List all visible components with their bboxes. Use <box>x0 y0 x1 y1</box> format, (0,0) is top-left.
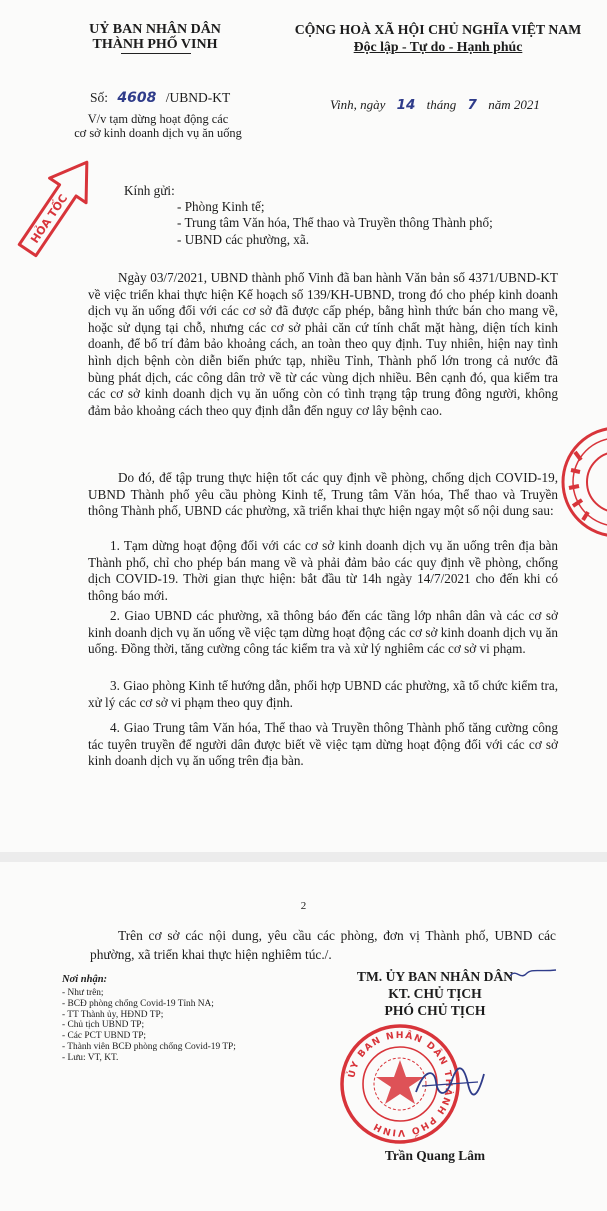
document-number-handwritten: 4608 <box>117 90 157 106</box>
directive-item-4: 4. Giao Trung tâm Văn hóa, Thể thao và Truyền thông Thành phố tăng cường công tác tuyên truyền để người dân được biết về việc tạm dừng hoạt động đối với các cơ sở kinh doanh dịch vụ ăn uống trên địa bàn. <box>88 720 558 769</box>
recipients-list-item: - Như trên; <box>62 988 104 998</box>
document-number-prefix: Số: <box>90 90 109 105</box>
recipients-list-item: - Lưu: VT, KT. <box>62 1052 119 1063</box>
issue-date-month-label: tháng <box>426 97 457 112</box>
recipient-greeting: Kính gửi: <box>124 183 175 198</box>
document-number <box>90 90 230 106</box>
issue-date-day: 14 <box>396 97 416 113</box>
signer-name: Trần Quang Lâm <box>384 1148 486 1163</box>
paragraph-background: Ngày 03/7/2021, UBND thành phố Vinh đã ban hành Văn bản số 4371/UBND-KT về việc triển khai thực hiện Kế hoạch số 139/KH-UBND, trong đó cho phép kinh doanh dịch vụ ăn uống đối với các cơ sở đã được cấp phép, bằng hình thức bán cho mang về, hoặc sử dụng tại chỗ, nhưng các cơ sở phải căn cứ tính chất mặt hàng, diện tích kinh doanh, để bố trí đảm bảo khoảng cách, an toàn theo quy định. Tuy nhiên, hiện nay tình hình dịch bệnh còn diễn biến phức tạp, nhiều Tỉnh, Thành phố lớn trong cả nước đã bùng phát dịch, các công dân trở về từ các vùng dịch nhiều. Bên cạnh đó, qua kiểm tra các cơ sở kinh doanh dịch vụ ăn uống còn có tình trạng tập trung đông người, không đảm bảo khoảng cách theo quy định dẫn đến nguy cơ lây bệnh cao. <box>88 270 558 418</box>
signature-line-2: KT. CHỦ TỊCH <box>388 986 482 1001</box>
header-divider-left <box>121 53 191 54</box>
recipients-list-item: - TT Thành ủy, HĐND TP; <box>62 1009 164 1020</box>
page-number: 2 <box>300 900 307 912</box>
directive-item-1: 1. Tạm dừng hoạt động đối với các cơ sở kinh doanh dịch vụ ăn uống trên địa bàn Thành phố, chỉ cho phép bán mang về và phải đảm bảo các quy định về phòng, chống dịch COVID-19. Thời gian thực hiện: bắt đầu từ 14h ngày 14/7/2021 cho đến khi có thông báo mới. <box>88 538 558 603</box>
recipients-list-item: - Thành viên BCĐ phòng chống Covid-19 TP; <box>62 1041 236 1052</box>
closing-paragraph: Trên cơ sở các nội dung, yêu cầu các phòng, đơn vị Thành phố, UBND các phường, xã triển khai thực hiện nghiêm túc./. <box>90 928 556 962</box>
issuing-authority-line2: THÀNH PHỐ VINH <box>92 37 218 52</box>
issuing-authority-line1: UỶ BAN NHÂN DÂN <box>89 22 221 37</box>
issue-date <box>330 97 540 113</box>
handwritten-signature <box>412 1062 488 1104</box>
subject-line-1: V/v tạm dừng hoạt động các <box>87 112 229 126</box>
directive-item-2: 2. Giao UBND các phường, xã thông báo đến các tầng lớp nhân dân và các cơ sở kinh doanh dịch vụ ăn uống về việc tạm dừng hoạt động các cơ sở kinh doanh dịch vụ ăn uống. Đồng thời, tăng cường công tác kiểm tra và xử lý nghiêm các cơ sở vi phạm. <box>88 608 558 657</box>
paragraph-request: Do đó, để tập trung thực hiện tốt các quy định về phòng, chống dịch COVID-19, UBND Thành phố yêu cầu phòng Kinh tế, Trung tâm Văn hóa, Thể thao và Truyền thông Thành phố, UBND các phường, xã triển khai thực hiện ngay một số nội dung sau: <box>88 470 558 519</box>
recipients-list-item: - Các PCT UBND TP; <box>62 1031 147 1042</box>
issue-date-prefix: Vinh, ngày <box>330 97 386 112</box>
recipients-list-item: - Chủ tịch UBND TP; <box>62 1020 145 1031</box>
recipients-list-item: - BCĐ phòng chống Covid-19 Tỉnh NA; <box>62 998 214 1009</box>
recipients-list <box>62 988 302 1064</box>
signature-line-1: TM. ỦY BAN NHÂN DÂN <box>356 969 514 984</box>
issuing-authority <box>70 22 240 52</box>
recipient-item-2: - Trung tâm Văn hóa, Thể thao và Truyền thông Thành phố; <box>177 215 493 231</box>
subject-line-2: cơ sở kinh doanh dịch vụ ăn uống <box>74 126 242 140</box>
recipients-title: Nơi nhận: <box>62 974 108 985</box>
pen-flourish-icon <box>508 966 558 982</box>
urgent-stamp-text: HỎA TỐC <box>28 192 71 246</box>
national-motto: Độc lập - Tự do - Hạnh phúc <box>353 39 523 54</box>
national-title: CỘNG HOÀ XÃ HỘI CHỦ NGHĨA VIỆT NAM <box>294 22 582 37</box>
official-seal-text: ỦY BAN NHÂN DÂN THÀNH PHỐ VINH <box>346 1029 455 1139</box>
directive-item-3: 3. Giao phòng Kinh tế hướng dẫn, phối hợp UBND các phường, xã tổ chức kiểm tra, xử lý các cơ sở vi phạm theo quy định. <box>88 678 558 710</box>
document-number-suffix: /UBND-KT <box>165 90 231 105</box>
issue-date-month: 7 <box>467 97 477 113</box>
recipient-item-1: - Phòng Kinh tế; <box>177 199 265 214</box>
recipient-item-3: - UBND các phường, xã. <box>177 231 310 247</box>
document-page-2 <box>0 862 607 1211</box>
issue-date-year: năm 2021 <box>488 97 540 112</box>
page-edge-seal <box>555 422 607 542</box>
urgent-stamp <box>8 132 112 272</box>
signature-line-3: PHÓ CHỦ TỊCH <box>384 1003 486 1018</box>
recipient-list <box>177 199 493 248</box>
